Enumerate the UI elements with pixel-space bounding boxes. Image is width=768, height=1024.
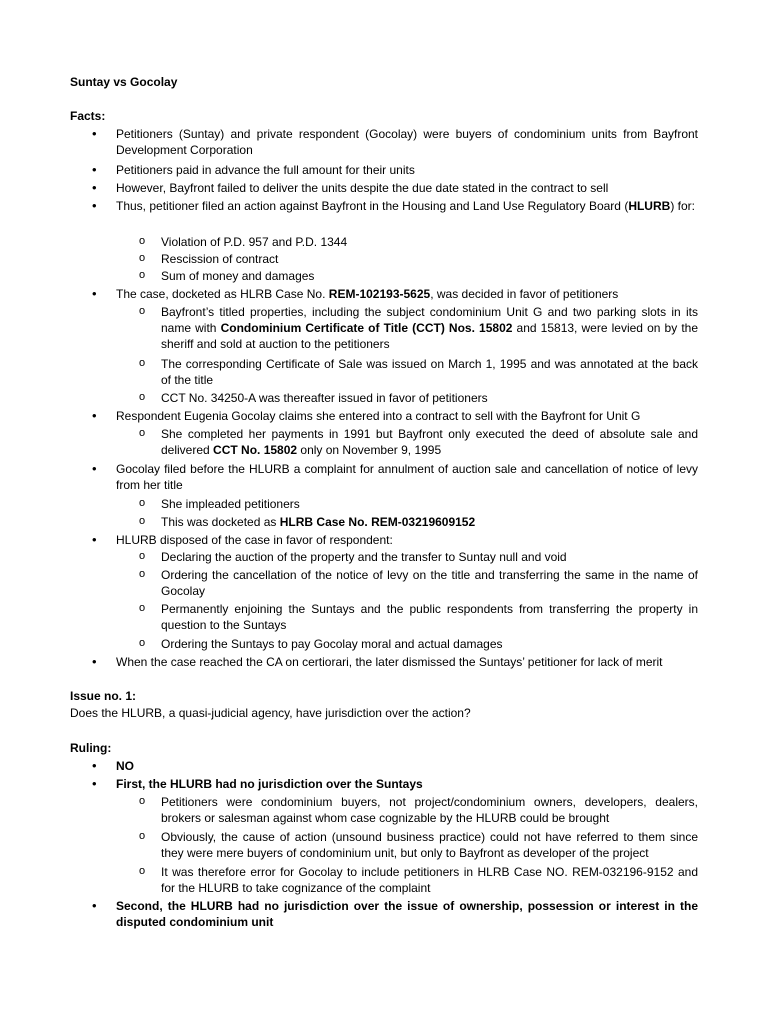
facts-heading: Facts: [70,109,106,123]
list-item: • Petitioners paid in advance the full amount for their units [116,162,698,178]
issue-heading: Issue no. 1: [70,689,137,703]
list-item: • When the case reached the CA on certiorari, the later dismissed the Suntays’ petitioner for lack of merit [116,654,698,670]
sub-list-item: o Bayfront’s titled properties, including the subject condominium Unit G and two parking slots in its name with Condominium Certificate of Title (CCT) Nos. 15802 and 15813, were levied on by the sheriff and sold at auction to the petitioners [161,304,698,352]
sub-list-item: o Obviously, the cause of action (unsound business practice) could not have referred to them since they were mere buyers of condominium unit, but only to Bayfront as developer of the project [161,829,698,861]
list-item: • HLURB disposed of the case in favor of respondent: [116,532,698,548]
sub-list-item: o CCT No. 34250-A was thereafter issued in favor of petitioners [161,390,698,406]
sub-list-item: o She impleaded petitioners [161,496,698,512]
sub-list-item: o Violation of P.D. 957 and P.D. 1344 [161,234,698,250]
list-item: • However, Bayfront failed to deliver the units despite the due date stated in the contract to sell [116,180,698,196]
sub-list-item: o Petitioners were condominium buyers, not project/condominium owners, developers, dealers, brokers or salesman against whom case cognizable by the HLURB could be brought [161,794,698,826]
sub-list-item: o It was therefore error for Gocolay to include petitioners in HLRB Case NO. REM-032196-9152 and for the HLURB to take cognizance of the complaint [161,864,698,896]
sub-list-item: o Ordering the cancellation of the notice of levy on the title and transferring the same in the name of Gocolay [161,567,698,599]
list-item: • Respondent Eugenia Gocolay claims she entered into a contract to sell with the Bayfront for Unit G [116,408,698,424]
sub-list-item: o Declaring the auction of the property and the transfer to Suntay null and void [161,549,698,565]
sub-list-item: o Sum of money and damages [161,268,698,284]
sub-list-item: o She completed her payments in 1991 but Bayfront only executed the deed of absolute sale and delivered CCT No. 15802 only on November 9, 1995 [161,426,698,458]
list-item: • The case, docketed as HLRB Case No. REM-102193-5625, was decided in favor of petitioners [116,286,698,302]
sub-list-item: o Ordering the Suntays to pay Gocolay moral and actual damages [161,636,698,652]
list-item: • Second, the HLURB had no jurisdiction over the issue of ownership, possession or interest in the disputed condominium unit [116,898,698,930]
sub-list-item: o Rescission of contract [161,251,698,267]
list-item: • Thus, petitioner filed an action against Bayfront in the Housing and Land Use Regulatory Board (HLURB) for: [116,198,698,214]
list-item: • First, the HLURB had no jurisdiction over the Suntays [116,776,698,792]
document-title: Suntay vs Gocolay [70,75,178,89]
list-item: • NO [116,758,698,774]
sub-list-item: o Permanently enjoining the Suntays and the public respondents from transferring the property in question to the Suntays [161,601,698,633]
sub-list-item: o This was docketed as HLRB Case No. REM-03219609152 [161,514,698,530]
list-item: • Gocolay filed before the HLURB a complaint for annulment of auction sale and cancellation of notice of levy from her title [116,461,698,493]
ruling-heading: Ruling: [70,741,112,755]
sub-list-item: o The corresponding Certificate of Sale was issued on March 1, 1995 and was annotated at the back of the title [161,356,698,388]
issue-text: Does the HLURB, a quasi-judicial agency, have jurisdiction over the action? [70,706,471,720]
list-item: • Petitioners (Suntay) and private respondent (Gocolay) were buyers of condominium units from Bayfront Development Corporation [116,126,698,158]
